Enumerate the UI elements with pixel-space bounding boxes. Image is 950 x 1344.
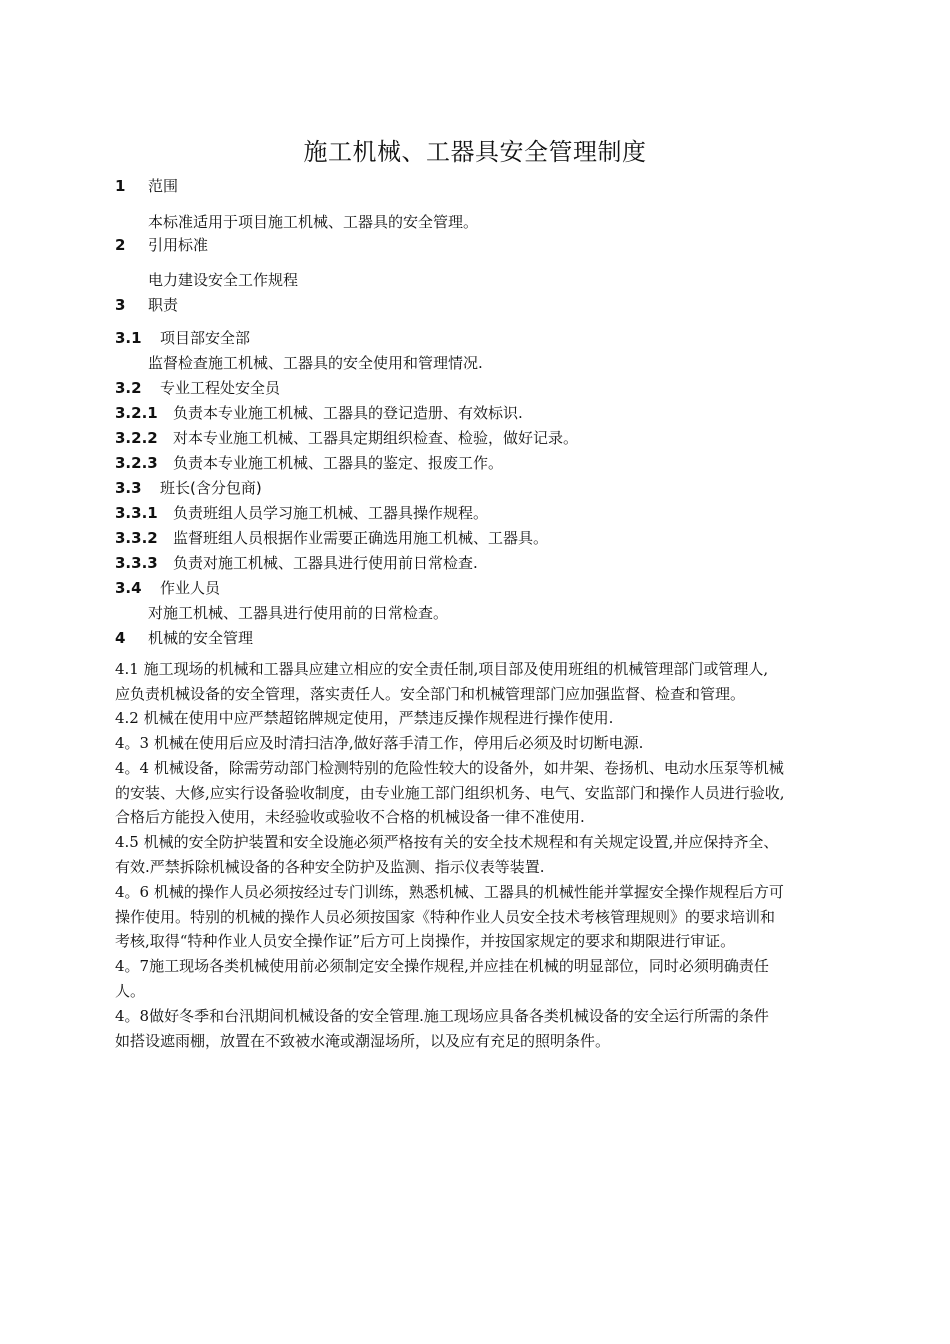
section-3-heading (115, 295, 178, 315)
paragraph-4-6 (115, 880, 865, 954)
text-line: 4。4 机械设备，除需劳动部门检测特别的危险性较大的设备外，如井架、卷扬机、电动水压泵等机械 (115, 759, 784, 777)
item-3-3-2 (115, 528, 548, 548)
item-text: 负责对施工机械、工器具进行使用前日常检查. (173, 554, 478, 572)
subsection-title: 专业工程处安全员 (160, 379, 281, 397)
section-number: 4 (115, 629, 126, 647)
subsection-3-1-body: 监督检查施工机械、工器具的安全使用和管理情况. (148, 354, 483, 372)
section-1-body: 本标准适用于项目施工机械、工器具的安全管理。 (148, 213, 479, 231)
text-line: 4。8做好冬季和台汛期间机械设备的安全管理.施工现场应具备各类机械设备的安全运行所需的条件 (115, 1007, 769, 1025)
item-3-3-3 (115, 553, 478, 573)
paragraph-4-7 (115, 954, 865, 1003)
text-line: 4.2 机械在使用中应严禁超铭牌规定使用，严禁违反操作规程进行操作使用. (115, 709, 614, 727)
subsection-3-3-heading (115, 478, 262, 498)
document-title: 施工机械、工器具安全管理制度 (303, 138, 647, 166)
item-number: 3.3.2 (115, 529, 158, 547)
text-line: 人。 (115, 981, 146, 1000)
item-3-2-3 (115, 453, 503, 473)
paragraph-4-8 (115, 1004, 865, 1053)
item-text: 负责班组人员学习施工机械、工器具操作规程。 (173, 504, 489, 522)
subsection-3-4-body: 对施工机械、工器具进行使用前的日常检查。 (148, 604, 449, 622)
section-title: 引用标准 (148, 236, 209, 254)
section-number: 2 (115, 236, 126, 254)
item-text: 负责本专业施工机械、工器具的鉴定、报废工作。 (173, 454, 504, 472)
item-number: 3.3.3 (115, 554, 158, 572)
subsection-title: 班长(含分包商) (160, 479, 262, 497)
text-line: 应负责机械设备的安全管理，落实责任人。安全部门和机械管理部门应加强监督、检查和管理。 (115, 684, 746, 703)
section-2-heading (115, 235, 208, 255)
subsection-number: 3.1 (115, 329, 142, 347)
item-text: 对本专业施工机械、工器具定期组织检查、检验，做好记录。 (173, 429, 579, 447)
text-line: 操作使用。特别的机械的操作人员必须按国家《特种作业人员安全技术考核管理规则》的要求培训和 (115, 907, 776, 926)
subsection-title: 项目部安全部 (160, 329, 251, 347)
text-line: 4。7施工现场各类机械使用前必须制定安全操作规程,并应挂在机械的明显部位，同时必须明确责任 (115, 957, 769, 975)
section-number: 1 (115, 177, 126, 195)
subsection-3-1-heading (115, 328, 250, 348)
item-number: 3.3.1 (115, 504, 158, 522)
section-1-heading (115, 176, 178, 196)
subsection-number: 3.2 (115, 379, 142, 397)
text-line: 4.1 施工现场的机械和工器具应建立相应的安全责任制,项目部及使用班组的机械管理部门或管理人, (115, 660, 769, 678)
item-3-2-1 (115, 403, 523, 423)
item-number: 3.2.1 (115, 404, 158, 422)
text-line: 如搭设遮雨棚，放置在不致被水淹或潮湿场所，以及应有充足的照明条件。 (115, 1031, 611, 1050)
text-line: 考核,取得“特种作业人员安全操作证”后方可上岗操作，并按国家规定的要求和期限进行审证。 (115, 932, 736, 951)
section-4-heading (115, 628, 253, 648)
item-text: 监督班组人员根据作业需要正确选用施工机械、工器具。 (173, 529, 549, 547)
item-3-2-2 (115, 428, 578, 448)
section-title: 机械的安全管理 (148, 629, 254, 647)
subsection-number: 3.3 (115, 479, 142, 497)
section-title: 范围 (148, 177, 179, 195)
item-number: 3.2.2 (115, 429, 158, 447)
paragraph-4-2 (115, 706, 865, 731)
subsection-3-4-heading (115, 578, 220, 598)
text-line: 4。6 机械的操作人员必须按经过专门训练，熟悉机械、工器具的机械性能并掌握安全操作规程后方可 (115, 883, 784, 901)
item-3-3-1 (115, 503, 488, 523)
paragraph-4-4 (115, 756, 865, 830)
subsection-title: 作业人员 (160, 579, 221, 597)
subsection-number: 3.4 (115, 579, 142, 597)
text-line: 合格后方能投入使用，未经验收或验收不合格的机械设备一律不准使用. (115, 808, 585, 827)
section-number: 3 (115, 296, 126, 314)
paragraph-4-3 (115, 731, 865, 756)
item-number: 3.2.3 (115, 454, 158, 472)
paragraph-4-1 (115, 657, 865, 706)
subsection-3-2-heading (115, 378, 280, 398)
paragraph-4-5 (115, 830, 865, 879)
text-line: 4。3 机械在使用后应及时清扫洁净,做好落手清工作，停用后必须及时切断电源. (115, 734, 644, 752)
item-text: 负责本专业施工机械、工器具的登记造册、有效标识. (173, 404, 523, 422)
text-line: 的安装、大修,应实行设备验收制度，由专业施工部门组织机务、电气、安监部门和操作人员进行验收, (115, 783, 785, 802)
section-2-body: 电力建设安全工作规程 (148, 271, 299, 289)
text-line: 有效.严禁拆除机械设备的各种安全防护及监测、指示仪表等装置. (115, 857, 545, 876)
section-title: 职责 (148, 296, 179, 314)
text-line: 4.5 机械的安全防护装置和安全设施必须严格按有关的安全技术规程和有关规定设置,并应保持齐全、 (115, 833, 779, 851)
